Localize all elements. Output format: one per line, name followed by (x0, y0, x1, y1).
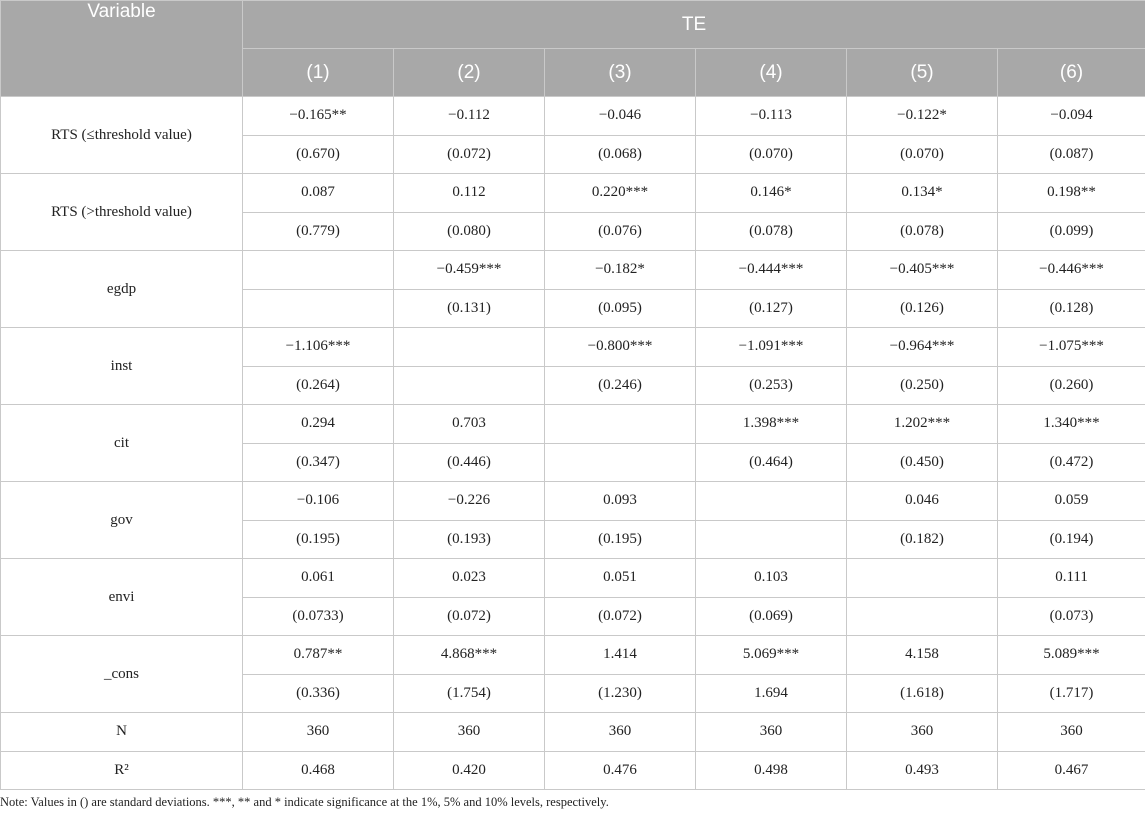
se-cell: (0.779) (243, 212, 394, 251)
summary-cell: 360 (394, 713, 545, 752)
coef-cell: 1.414 (545, 636, 696, 675)
se-cell: (0.472) (998, 443, 1145, 482)
table-note: Note: Values in () are standard deviations. ***, ** and * indicate significance at the 1%, 5% and 10% levels, respectively. (0, 795, 609, 809)
coef-row (1, 482, 1145, 521)
summary-cell: 0.476 (545, 751, 696, 790)
column-header: (5) (847, 49, 998, 97)
variable-name: egdp (1, 251, 243, 328)
variable-name: _cons (1, 636, 243, 713)
coef-cell: −0.459*** (394, 251, 545, 290)
variable-name: RTS (≤threshold value) (1, 97, 243, 174)
se-cell: (1.717) (998, 674, 1145, 713)
coef-cell (394, 328, 545, 367)
se-cell: (0.250) (847, 366, 998, 405)
se-cell: (0.068) (545, 135, 696, 174)
coef-cell: 0.703 (394, 405, 545, 444)
se-cell: (0.264) (243, 366, 394, 405)
coef-cell (243, 251, 394, 290)
se-cell: (0.078) (847, 212, 998, 251)
coef-cell: −1.106*** (243, 328, 394, 367)
se-cell: (0.072) (394, 597, 545, 636)
se-cell: (0.193) (394, 520, 545, 559)
variable-name: inst (1, 328, 243, 405)
se-cell: (0.070) (696, 135, 847, 174)
coef-cell: 0.111 (998, 559, 1145, 598)
coef-cell: −1.091*** (696, 328, 847, 367)
table-body (1, 97, 1145, 790)
coef-cell: −0.182* (545, 251, 696, 290)
variable-name: envi (1, 559, 243, 636)
coef-cell: −0.165** (243, 97, 394, 136)
variable-name: gov (1, 482, 243, 559)
se-cell: (0.195) (243, 520, 394, 559)
summary-label: R² (1, 751, 243, 790)
coef-cell: −0.112 (394, 97, 545, 136)
coef-cell (696, 482, 847, 521)
summary-cell: 360 (847, 713, 998, 752)
coef-cell: −0.444*** (696, 251, 847, 290)
se-cell (243, 289, 394, 328)
coef-cell: −0.964*** (847, 328, 998, 367)
coef-row (1, 405, 1145, 444)
column-header: (6) (998, 49, 1145, 97)
table-header (1, 1, 1145, 97)
summary-row (1, 751, 1145, 790)
summary-label: N (1, 713, 243, 752)
coef-cell (847, 559, 998, 598)
se-cell: (0.194) (998, 520, 1145, 559)
summary-cell: 360 (998, 713, 1145, 752)
coef-cell: 0.198** (998, 174, 1145, 213)
column-header: (1) (243, 49, 394, 97)
coef-cell: 0.087 (243, 174, 394, 213)
coef-row (1, 559, 1145, 598)
coef-cell: −1.075*** (998, 328, 1145, 367)
coef-cell: −0.800*** (545, 328, 696, 367)
se-cell: (0.127) (696, 289, 847, 328)
coef-cell: 1.340*** (998, 405, 1145, 444)
se-cell: (0.076) (545, 212, 696, 251)
column-header: (3) (545, 49, 696, 97)
coef-cell: 0.061 (243, 559, 394, 598)
coef-cell: 0.051 (545, 559, 696, 598)
summary-row (1, 713, 1145, 752)
summary-cell: 360 (243, 713, 394, 752)
coef-cell: −0.046 (545, 97, 696, 136)
se-cell: (0.087) (998, 135, 1145, 174)
coef-cell: −0.122* (847, 97, 998, 136)
se-cell: (0.073) (998, 597, 1145, 636)
coef-cell: 0.093 (545, 482, 696, 521)
se-cell: (0.072) (394, 135, 545, 174)
se-cell: (0.095) (545, 289, 696, 328)
se-cell: (0.072) (545, 597, 696, 636)
se-cell: (0.070) (847, 135, 998, 174)
se-cell: (0.464) (696, 443, 847, 482)
coef-cell: −0.446*** (998, 251, 1145, 290)
coef-cell: 1.202*** (847, 405, 998, 444)
coef-cell: 0.146* (696, 174, 847, 213)
coef-cell: 0.787** (243, 636, 394, 675)
coef-cell (545, 405, 696, 444)
coef-cell: −0.226 (394, 482, 545, 521)
variable-name: RTS (>threshold value) (1, 174, 243, 251)
column-header: (2) (394, 49, 545, 97)
se-cell: (0.078) (696, 212, 847, 251)
se-cell: (0.195) (545, 520, 696, 559)
se-cell: (0.080) (394, 212, 545, 251)
se-cell: (0.069) (696, 597, 847, 636)
coef-cell: −0.094 (998, 97, 1145, 136)
se-cell: 1.694 (696, 674, 847, 713)
se-cell (847, 597, 998, 636)
coef-cell: 0.134* (847, 174, 998, 213)
group-header: TE (243, 1, 1145, 49)
se-cell: (0.336) (243, 674, 394, 713)
se-cell: (0.253) (696, 366, 847, 405)
coef-cell: −0.113 (696, 97, 847, 136)
coef-row (1, 328, 1145, 367)
coef-cell: −0.405*** (847, 251, 998, 290)
se-cell: (0.450) (847, 443, 998, 482)
coef-row (1, 174, 1145, 213)
coef-cell: 1.398*** (696, 405, 847, 444)
coef-cell: 4.158 (847, 636, 998, 675)
summary-cell: 0.467 (998, 751, 1145, 790)
coef-cell: 0.112 (394, 174, 545, 213)
coef-cell: 0.023 (394, 559, 545, 598)
se-cell: (0.446) (394, 443, 545, 482)
coef-row (1, 251, 1145, 290)
coef-cell: 4.868*** (394, 636, 545, 675)
se-cell: (0.246) (545, 366, 696, 405)
summary-cell: 0.420 (394, 751, 545, 790)
coef-cell: 0.059 (998, 482, 1145, 521)
se-cell: (0.131) (394, 289, 545, 328)
summary-cell: 360 (545, 713, 696, 752)
coef-cell: 5.069*** (696, 636, 847, 675)
se-cell: (0.126) (847, 289, 998, 328)
summary-cell: 0.498 (696, 751, 847, 790)
se-cell: (0.099) (998, 212, 1145, 251)
summary-cell: 0.468 (243, 751, 394, 790)
coef-cell: 0.294 (243, 405, 394, 444)
se-cell: (1.230) (545, 674, 696, 713)
se-cell: (0.182) (847, 520, 998, 559)
se-cell: (0.260) (998, 366, 1145, 405)
coef-cell: 5.089*** (998, 636, 1145, 675)
se-cell: (0.347) (243, 443, 394, 482)
se-cell (394, 366, 545, 405)
summary-cell: 0.493 (847, 751, 998, 790)
variable-header: Variable (1, 1, 243, 97)
coef-cell: 0.103 (696, 559, 847, 598)
coef-cell: 0.046 (847, 482, 998, 521)
coef-cell: 0.220*** (545, 174, 696, 213)
se-cell (696, 520, 847, 559)
coef-row (1, 97, 1145, 136)
se-cell: (0.0733) (243, 597, 394, 636)
coef-row (1, 636, 1145, 675)
column-header: (4) (696, 49, 847, 97)
se-cell: (1.754) (394, 674, 545, 713)
se-cell: (0.670) (243, 135, 394, 174)
variable-name: cit (1, 405, 243, 482)
se-cell: (0.128) (998, 289, 1145, 328)
coef-cell: −0.106 (243, 482, 394, 521)
se-cell: (1.618) (847, 674, 998, 713)
se-cell (545, 443, 696, 482)
summary-cell: 360 (696, 713, 847, 752)
